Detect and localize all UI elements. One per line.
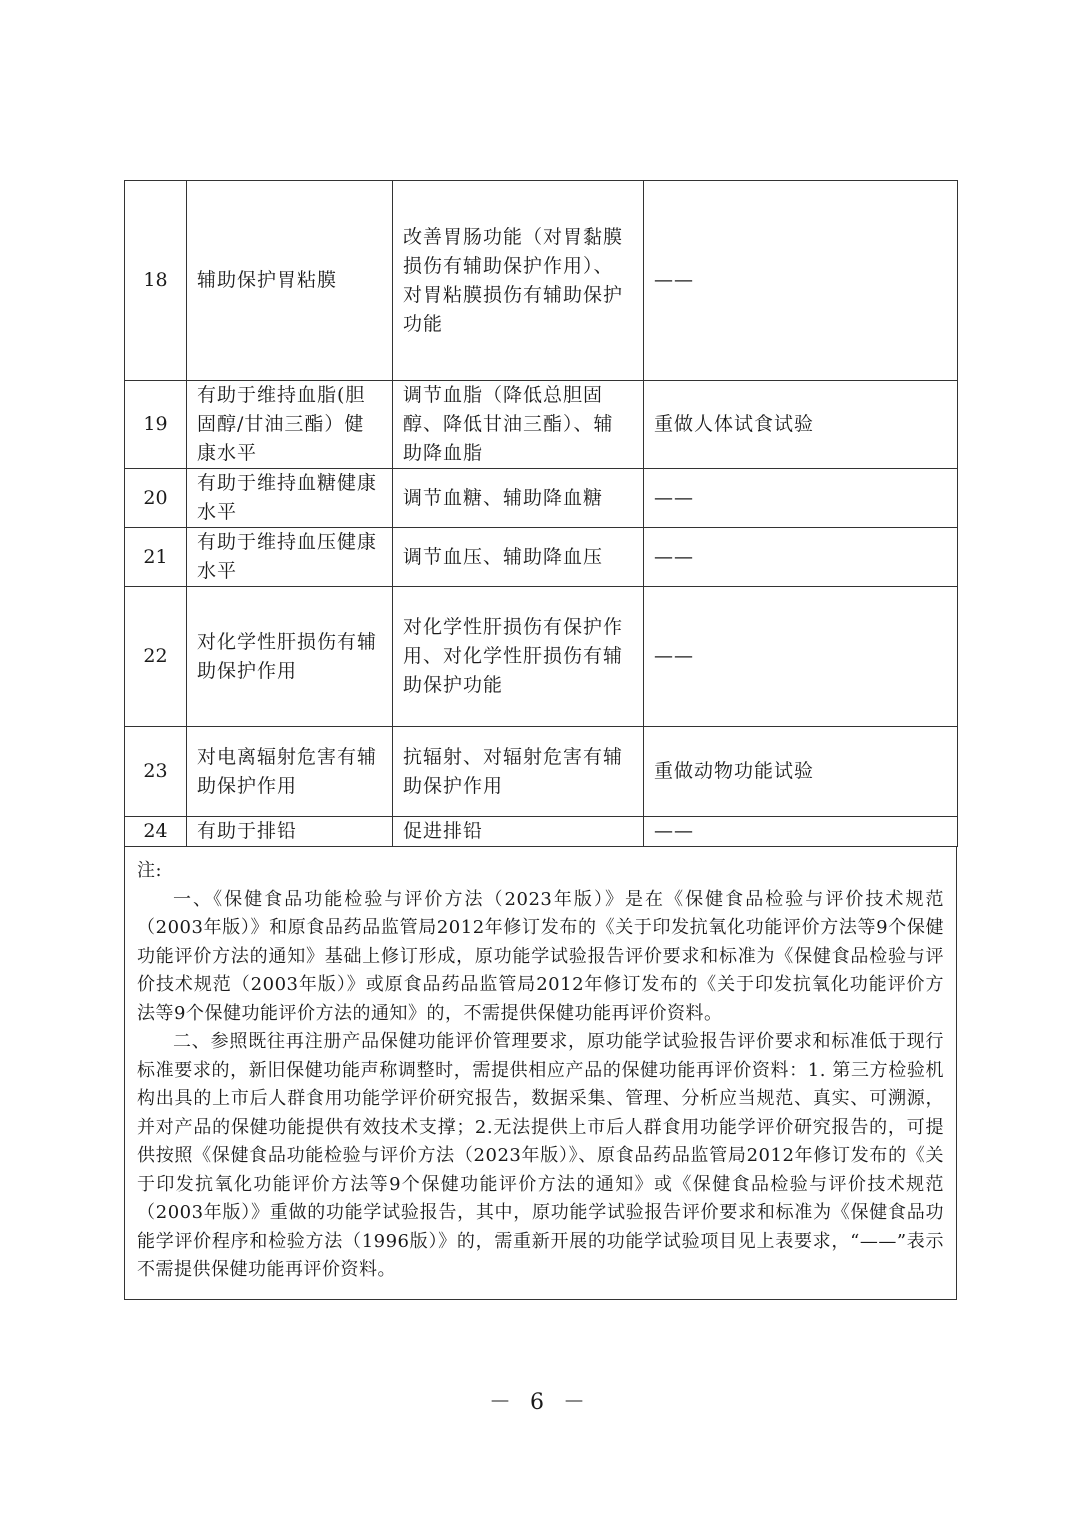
notes-paragraph-2: 二、参照既往再注册产品保健功能评价管理要求，原功能学试验报告评价要求和标准低于现行标准要求的，新旧保健功能声称调整时，需提供相应产品的保健功能再评价资料：1. 第三方检验机构出具的上市后人群食用功能学评价研究报告，数据采集、管理、分析应当规范、真实、可溯源，并对产品的保健功能提供有效技术支撑；2.无法提供上市后人群食用功能学评价研究报告的，可提供按照《保健食品功能检验与评价方法（2023年版）》、原食品药品监管局2012年修订发布的《关于印发抗氧化功能评价方法等9个保健功能评价方法的通知》或《保健食品检验与评价技术规范（2003年版）》重做的功能学试验报告，其中，原功能学试验报告评价要求和标准为《保健食品功能学评价程序和检验方法（1996版）》的，需重新开展的功能学试验项目见上表要求，“——”表示不需提供保健功能再评价资料。 (137, 1031, 944, 1280)
page-number: － 6 － (489, 1390, 591, 1415)
row-number: 21 (125, 528, 187, 587)
table-row (125, 181, 958, 381)
notes-paragraph-1: 一、《保健食品功能检验与评价方法（2023年版）》是在《保健食品检验与评价技术规范（2003年版）》和原食品药品监管局2012年修订发布的《关于印发抗氧化功能评价方法等9个保健功能评价方法的通知》基础上修订形成，原功能学试验报告评价要求和标准为《保健食品检验与评价技术规范（2003年版）》或原食品药品监管局2012年修订发布的《关于印发抗氧化功能评价方法等9个保健功能评价方法的通知》的，不需提供保健功能再评价资料。 (137, 888, 944, 1024)
row-number: 20 (125, 469, 187, 528)
requirement-cell: 重做人体试食试验 (644, 381, 958, 469)
row-number: 23 (125, 727, 187, 817)
row-number: 19 (125, 381, 187, 469)
notes-heading: 注: (137, 860, 163, 881)
former-claim-cell: 改善胃肠功能（对胃黏膜损伤有辅助保护作用）、对胃粘膜损伤有辅助保护功能 (393, 181, 644, 381)
row-number: 18 (125, 181, 187, 381)
table-row (125, 817, 958, 847)
table-row (125, 587, 958, 727)
former-claim-cell: 促进排铅 (393, 817, 644, 847)
claim-cell: 辅助保护胃粘膜 (187, 181, 393, 381)
requirement-cell: —— (644, 817, 958, 847)
claim-cell: 有助于维持血糖健康水平 (187, 469, 393, 528)
claim-cell: 对化学性肝损伤有辅助保护作用 (187, 587, 393, 727)
former-claim-cell: 对化学性肝损伤有保护作用、对化学性肝损伤有辅助保护功能 (393, 587, 644, 727)
requirement-cell: —— (644, 528, 958, 587)
claim-cell: 对电离辐射危害有辅助保护作用 (187, 727, 393, 817)
table-row (125, 469, 958, 528)
former-claim-cell: 调节血脂（降低总胆固醇、降低甘油三酯）、辅助降血脂 (393, 381, 644, 469)
claim-cell: 有助于维持血压健康水平 (187, 528, 393, 587)
table-row (125, 381, 958, 469)
claim-cell: 有助于维持血脂(胆固醇/甘油三酯）健康水平 (187, 381, 393, 469)
former-claim-cell: 调节血压、辅助降血压 (393, 528, 644, 587)
table-row (125, 727, 958, 817)
former-claim-cell: 调节血糖、辅助降血糖 (393, 469, 644, 528)
requirement-cell: 重做动物功能试验 (644, 727, 958, 817)
function-table (124, 180, 958, 847)
claim-cell: 有助于排铅 (187, 817, 393, 847)
document-sheet (124, 180, 957, 1300)
notes-box (124, 847, 957, 1300)
requirement-cell: —— (644, 181, 958, 381)
former-claim-cell: 抗辐射、对辐射危害有辅助保护作用 (393, 727, 644, 817)
table-row (125, 528, 958, 587)
requirement-cell: —— (644, 469, 958, 528)
row-number: 22 (125, 587, 187, 727)
row-number: 24 (125, 817, 187, 847)
requirement-cell: —— (644, 587, 958, 727)
